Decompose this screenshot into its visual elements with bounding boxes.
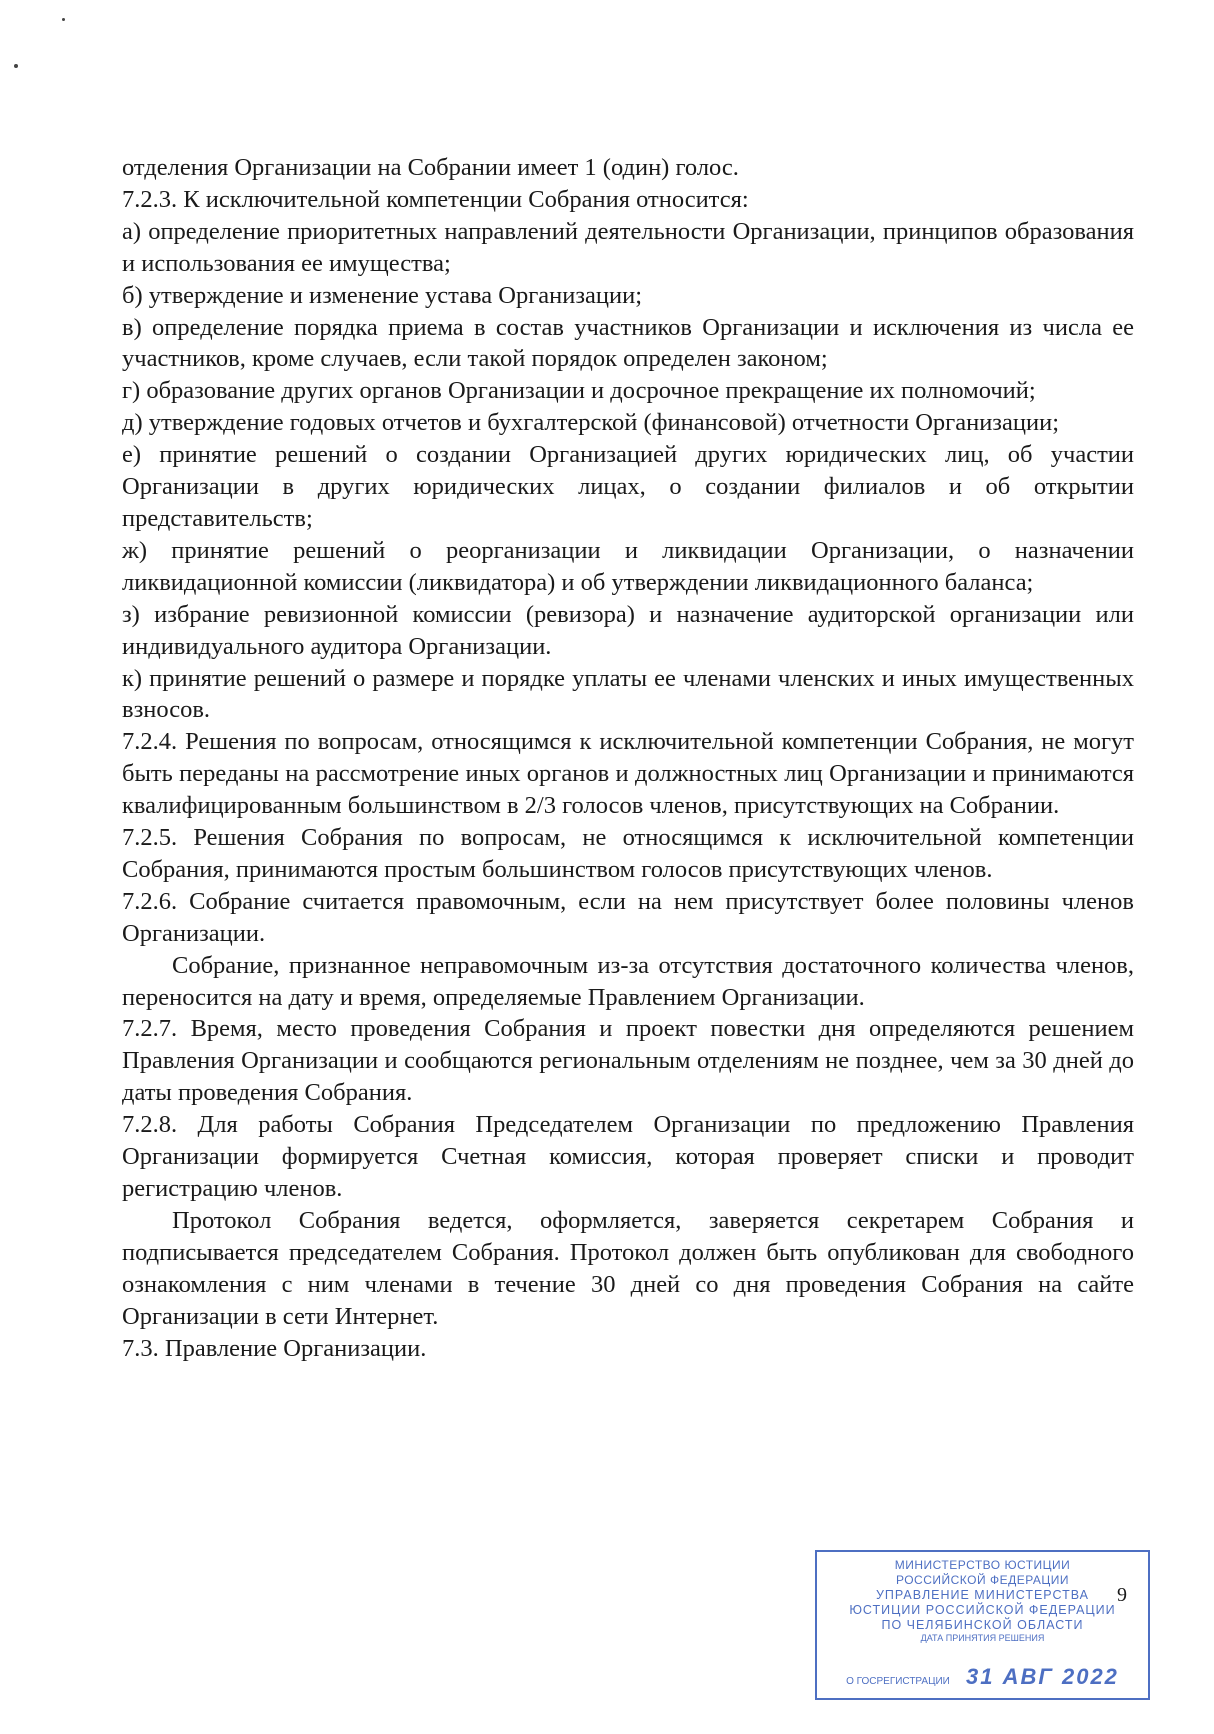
- paragraph: е) принятие решений о создании Организацией других юридических лиц, об участии Организации в других юридических лицах, о создании филиалов и об открытии представительств;: [122, 441, 1134, 532]
- registration-stamp: [815, 1550, 1150, 1700]
- paragraph: 7.2.4. Решения по вопросам, относящимся к исключительной компетенции Собрания, не могут быть переданы на рассмотрение иных органов и должностных лиц Организации и принимаются квалифицированным большинством в 2/3 голосов членов, присутствующих на Собрании.: [122, 728, 1134, 820]
- paragraph: Протокол Собрания ведется, оформляется, заверяется секретарем Собрания и подписывается председателем Собрания. Протокол должен быть опубликован для свободного ознакомления с ним членами в течение 30 дней со дня проведения Собрания на сайте Организации в сети Интернет.: [122, 1206, 1134, 1330]
- page-number: 9: [1117, 1584, 1127, 1606]
- stamp-line: МИНИСТЕРСТВО ЮСТИЦИИ: [894, 1558, 1071, 1572]
- stamp-line: РОССИЙСКОЙ ФЕДЕРАЦИИ: [895, 1573, 1070, 1587]
- paragraph: 7.2.6. Собрание считается правомочным, если на нем присутствует более половины членов Организации.: [122, 887, 1134, 947]
- stamp-line: ПО ЧЕЛЯБИНСКОЙ ОБЛАСТИ: [881, 1618, 1084, 1632]
- paragraph: к) принятие решений о размере и порядке уплаты ее членами членских и иных имущественных взносов.: [122, 664, 1134, 724]
- paragraph: отделения Организации на Собрании имеет 1 (один) голос.: [122, 154, 739, 181]
- paragraph: г) образование других органов Организации и досрочное прекращение их полномочий;: [122, 377, 1036, 405]
- paragraph: 7.2.7. Время, место проведения Собрания и проект повестки дня определяются решением Правления Организации и сообщаются региональным отделениям не позднее, чем за 30 дней до даты проведения Собрания.: [122, 1015, 1134, 1107]
- document-body: [122, 152, 1134, 1364]
- paragraph: б) утверждение и изменение устава Организации;: [122, 281, 643, 309]
- paragraph: з) избрание ревизионной комиссии (ревизора) и назначение аудиторской организации или индивидуального аудитора Организации.: [122, 600, 1134, 660]
- stamp-line: ЮСТИЦИИ РОССИЙСКОЙ ФЕДЕРАЦИИ: [849, 1603, 1116, 1617]
- scan-speck: [14, 64, 18, 68]
- stamp-line: УПРАВЛЕНИЕ МИНИСТЕРСТВА: [875, 1588, 1090, 1602]
- stamp-date: 31 АВГ 2022: [966, 1664, 1119, 1689]
- scan-speck: [62, 18, 65, 21]
- stamp-date-label: О ГОСРЕГИСТРАЦИИ: [846, 1676, 950, 1687]
- stamp-date-row: [817, 1664, 1148, 1690]
- stamp-line: ДАТА ПРИНЯТИЯ РЕШЕНИЯ: [920, 1633, 1045, 1643]
- paragraph: в) определение порядка приема в состав участников Организации и исключения из числа ее участников, кроме случаев, если такой порядок определен законом;: [122, 313, 1134, 373]
- paragraph: д) утверждение годовых отчетов и бухгалтерской (финансовой) отчетности Организации;: [122, 409, 1060, 437]
- paragraph: а) определение приоритетных направлений деятельности Организации, принципов образования и использования ее имущества;: [122, 217, 1134, 277]
- paragraph: ж) принятие решений о реорганизации и ликвидации Организации, о назначении ликвидационной комиссии (ликвидатора) и об утверждении ликвидационного баланса;: [122, 536, 1134, 596]
- paragraph: 7.3. Правление Организации.: [122, 1334, 427, 1362]
- paragraph: 7.2.3. К исключительной компетенции Собрания относится:: [122, 185, 749, 213]
- paragraph: 7.2.8. Для работы Собрания Председателем Организации по предложению Правления Организации формируется Счетная комиссия, которая проверяет списки и проводит регистрацию членов.: [122, 1111, 1134, 1202]
- paragraph: Собрание, признанное неправомочным из-за отсутствия достаточного количества членов, переносится на дату и время, определяемые Правлением Организации.: [122, 951, 1134, 1011]
- paragraph: 7.2.5. Решения Собрания по вопросам, не относящимся к исключительной компетенции Собрания, принимаются простым большинством голосов присутствующих членов.: [122, 824, 1134, 883]
